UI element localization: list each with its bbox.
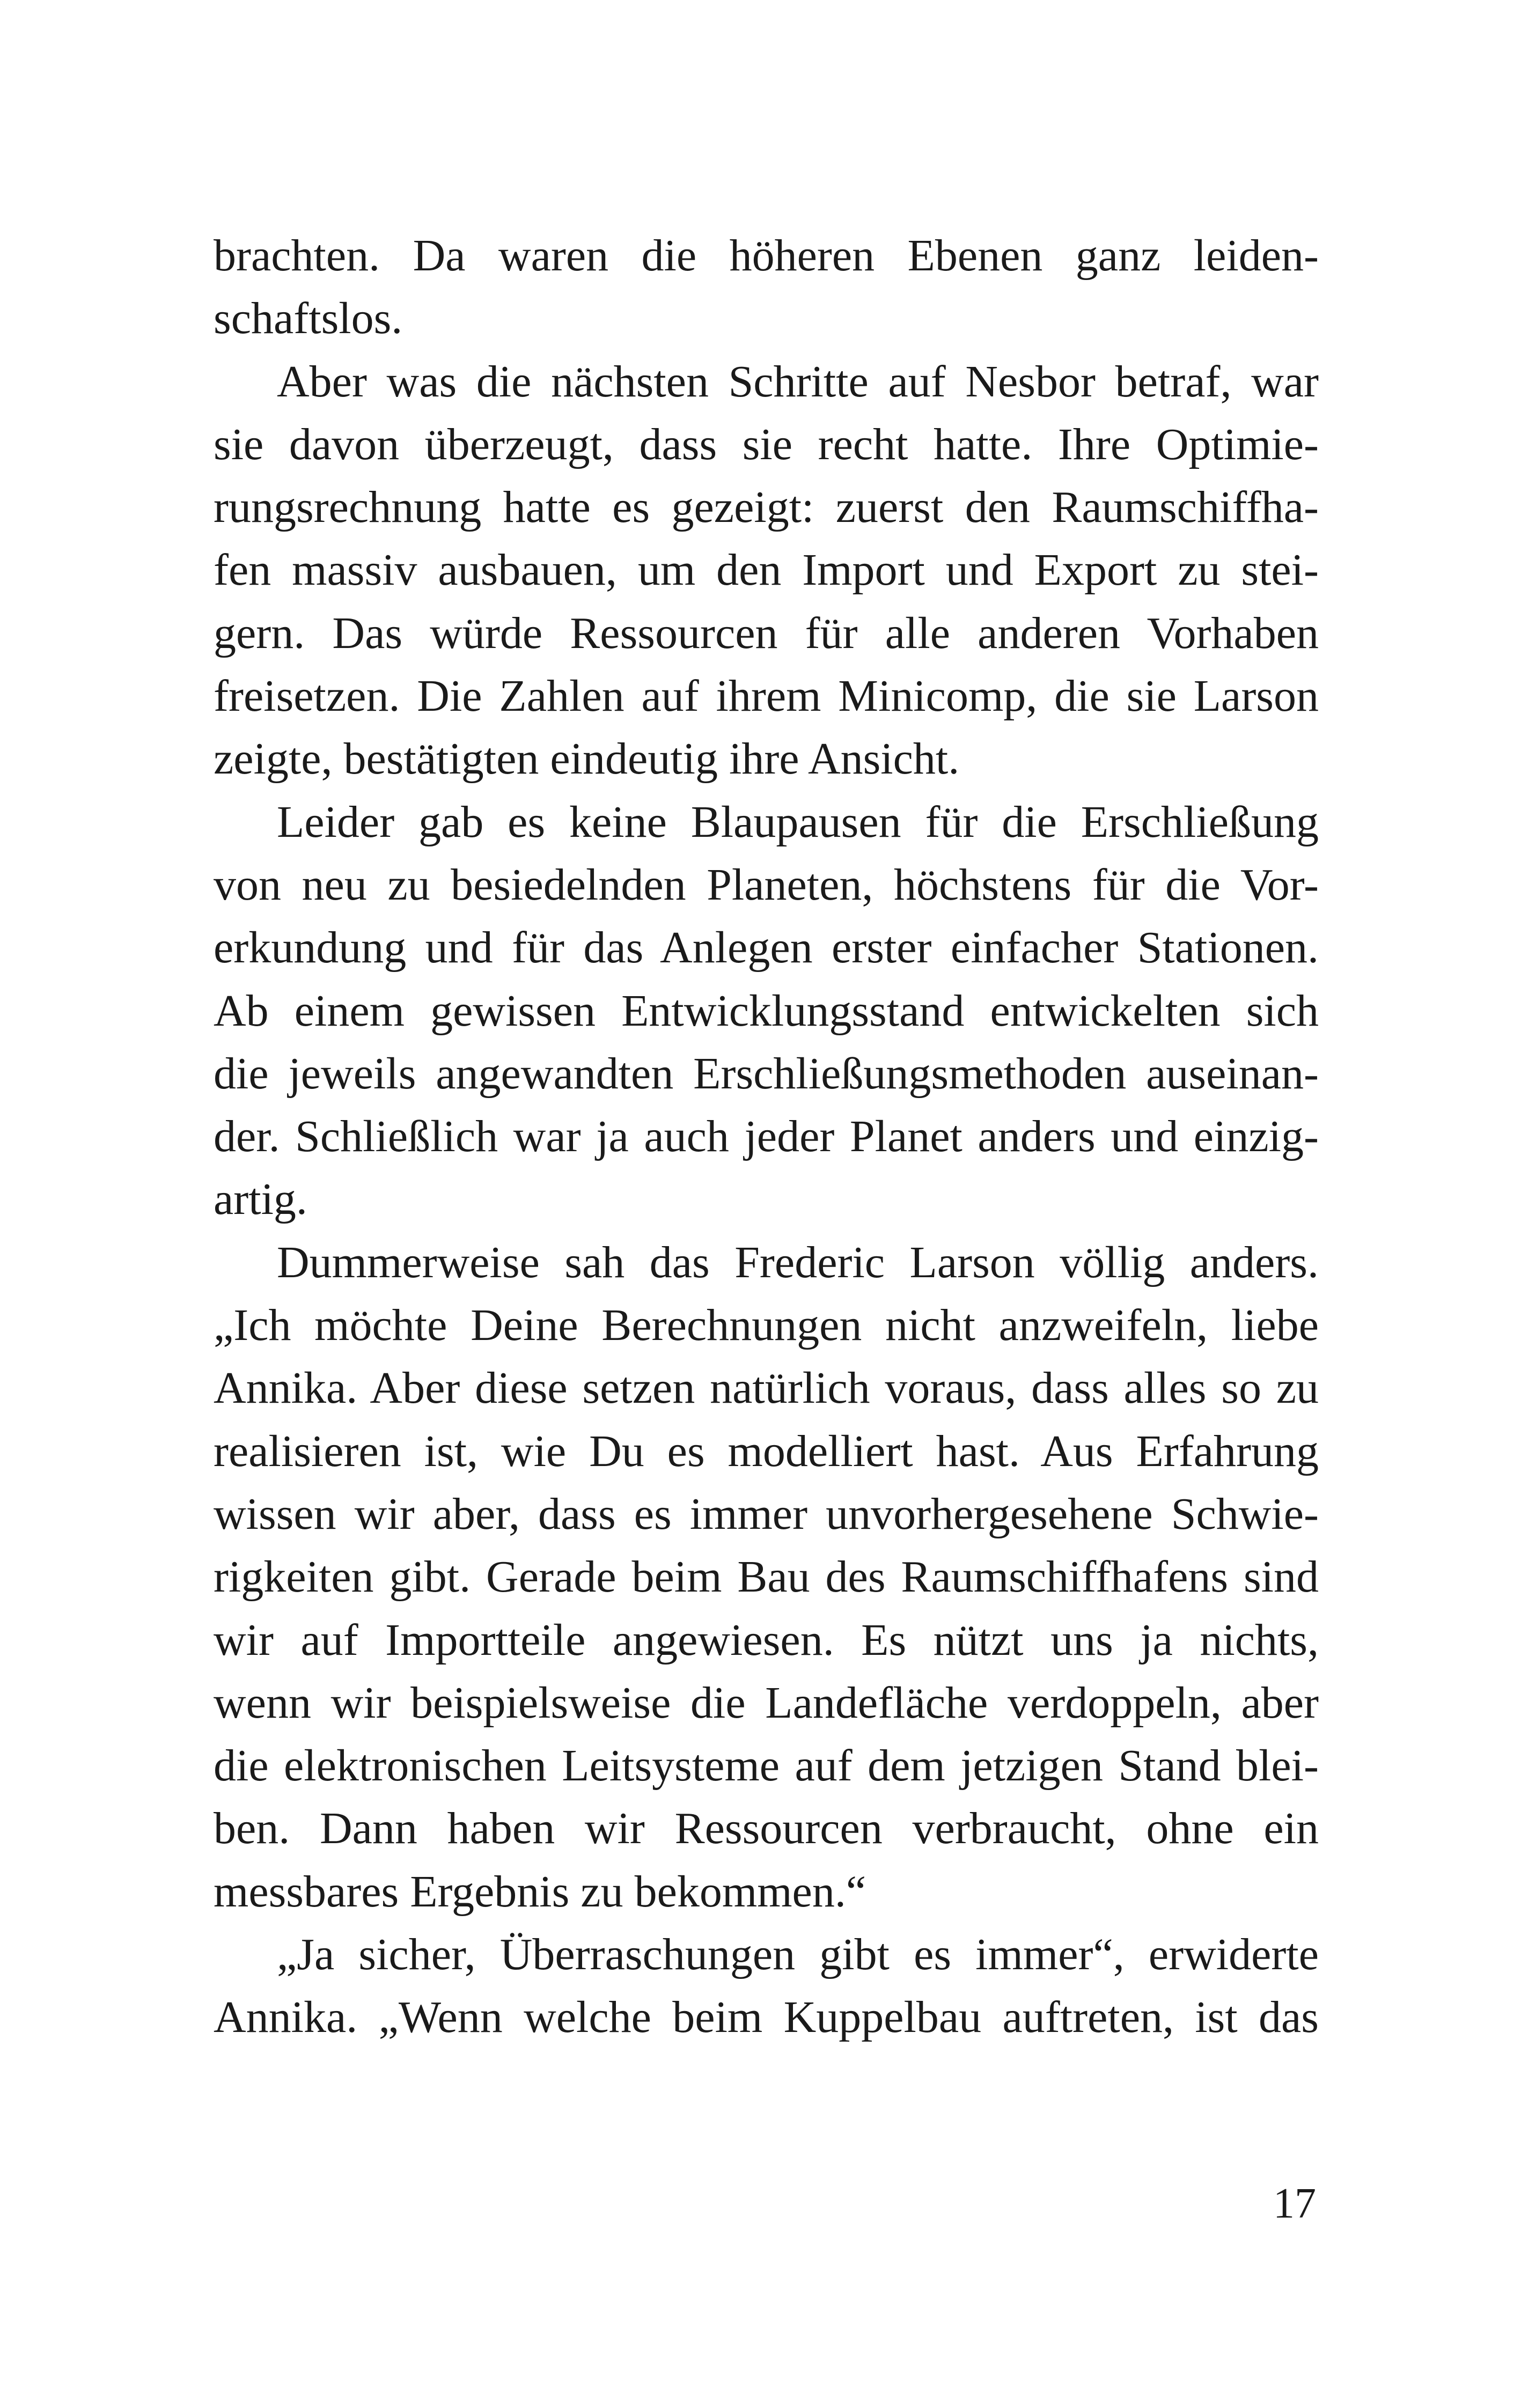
text-line: rungsrechnung hatte es gezeigt: zuerst den Raumschiffha- <box>214 482 1319 533</box>
text-line: Aber was die nächsten Schritte auf Nesbor betraf, war <box>277 356 1319 407</box>
text-line: zeigte, bestätigten eindeutig ihre Ansicht. <box>214 734 960 784</box>
text-line: ben. Dann haben wir Ressourcen verbraucht, ohne ein <box>214 1803 1319 1854</box>
text-line: Annika. Aber diese setzen natürlich voraus, dass alles so zu <box>214 1363 1319 1413</box>
text-line: „Ja sicher, Überraschungen gibt es immer“, erwiderte <box>277 1930 1319 1980</box>
text-line: gern. Das würde Ressourcen für alle anderen Vorhaben <box>214 608 1319 658</box>
text-line: brachten. Da waren die höheren Ebenen ganz leiden- <box>214 231 1319 281</box>
text-line: von neu zu besiedelnden Planeten, höchstens für die Vor- <box>214 859 1319 910</box>
text-line: der. Schließlich war ja auch jeder Planet anders und einzig- <box>214 1111 1319 1162</box>
text-line: artig. <box>214 1174 307 1225</box>
text-line: die jeweils angewandten Erschließungsmethoden auseinan- <box>214 1048 1319 1099</box>
body-text <box>214 224 1319 2049</box>
text-line: Leider gab es keine Blaupausen für die Erschließung <box>277 797 1319 847</box>
page-number: 17 <box>1273 2180 1316 2227</box>
text-line: Ab einem gewissen Entwicklungsstand entwickelten sich <box>214 985 1319 1036</box>
text-line: fen massiv ausbauen, um den Import und Export zu stei- <box>214 545 1319 595</box>
text-line: die elektronischen Leitsysteme auf dem jetzigen Stand blei- <box>214 1741 1319 1791</box>
text-line: wenn wir beispielsweise die Landefläche verdoppeln, aber <box>214 1677 1319 1728</box>
text-line: wissen wir aber, dass es immer unvorhergesehene Schwie- <box>214 1489 1319 1539</box>
text-line: messbares Ergebnis zu bekommen.“ <box>214 1866 866 1917</box>
text-line: schaftslos. <box>214 293 403 344</box>
text-line: Dummerweise sah das Frederic Larson völlig anders. <box>277 1237 1319 1287</box>
text-line: wir auf Importteile angewiesen. Es nützt uns ja nichts, <box>214 1615 1319 1665</box>
text-line: freisetzen. Die Zahlen auf ihrem Minicomp, die sie Larson <box>214 671 1319 721</box>
text-line: rigkeiten gibt. Gerade beim Bau des Raumschiffhafens sind <box>214 1552 1319 1602</box>
text-line: sie davon überzeugt, dass sie recht hatte. Ihre Optimie- <box>214 419 1319 469</box>
text-line: realisieren ist, wie Du es modelliert hast. Aus Erfahrung <box>214 1426 1319 1476</box>
text-line: Annika. „Wenn welche beim Kuppelbau auftreten, ist das <box>214 1992 1319 2043</box>
text-line: „Ich möchte Deine Berechnungen nicht anzweifeln, liebe <box>214 1300 1319 1351</box>
text-line: erkundung und für das Anlegen erster einfacher Stationen. <box>214 923 1319 973</box>
